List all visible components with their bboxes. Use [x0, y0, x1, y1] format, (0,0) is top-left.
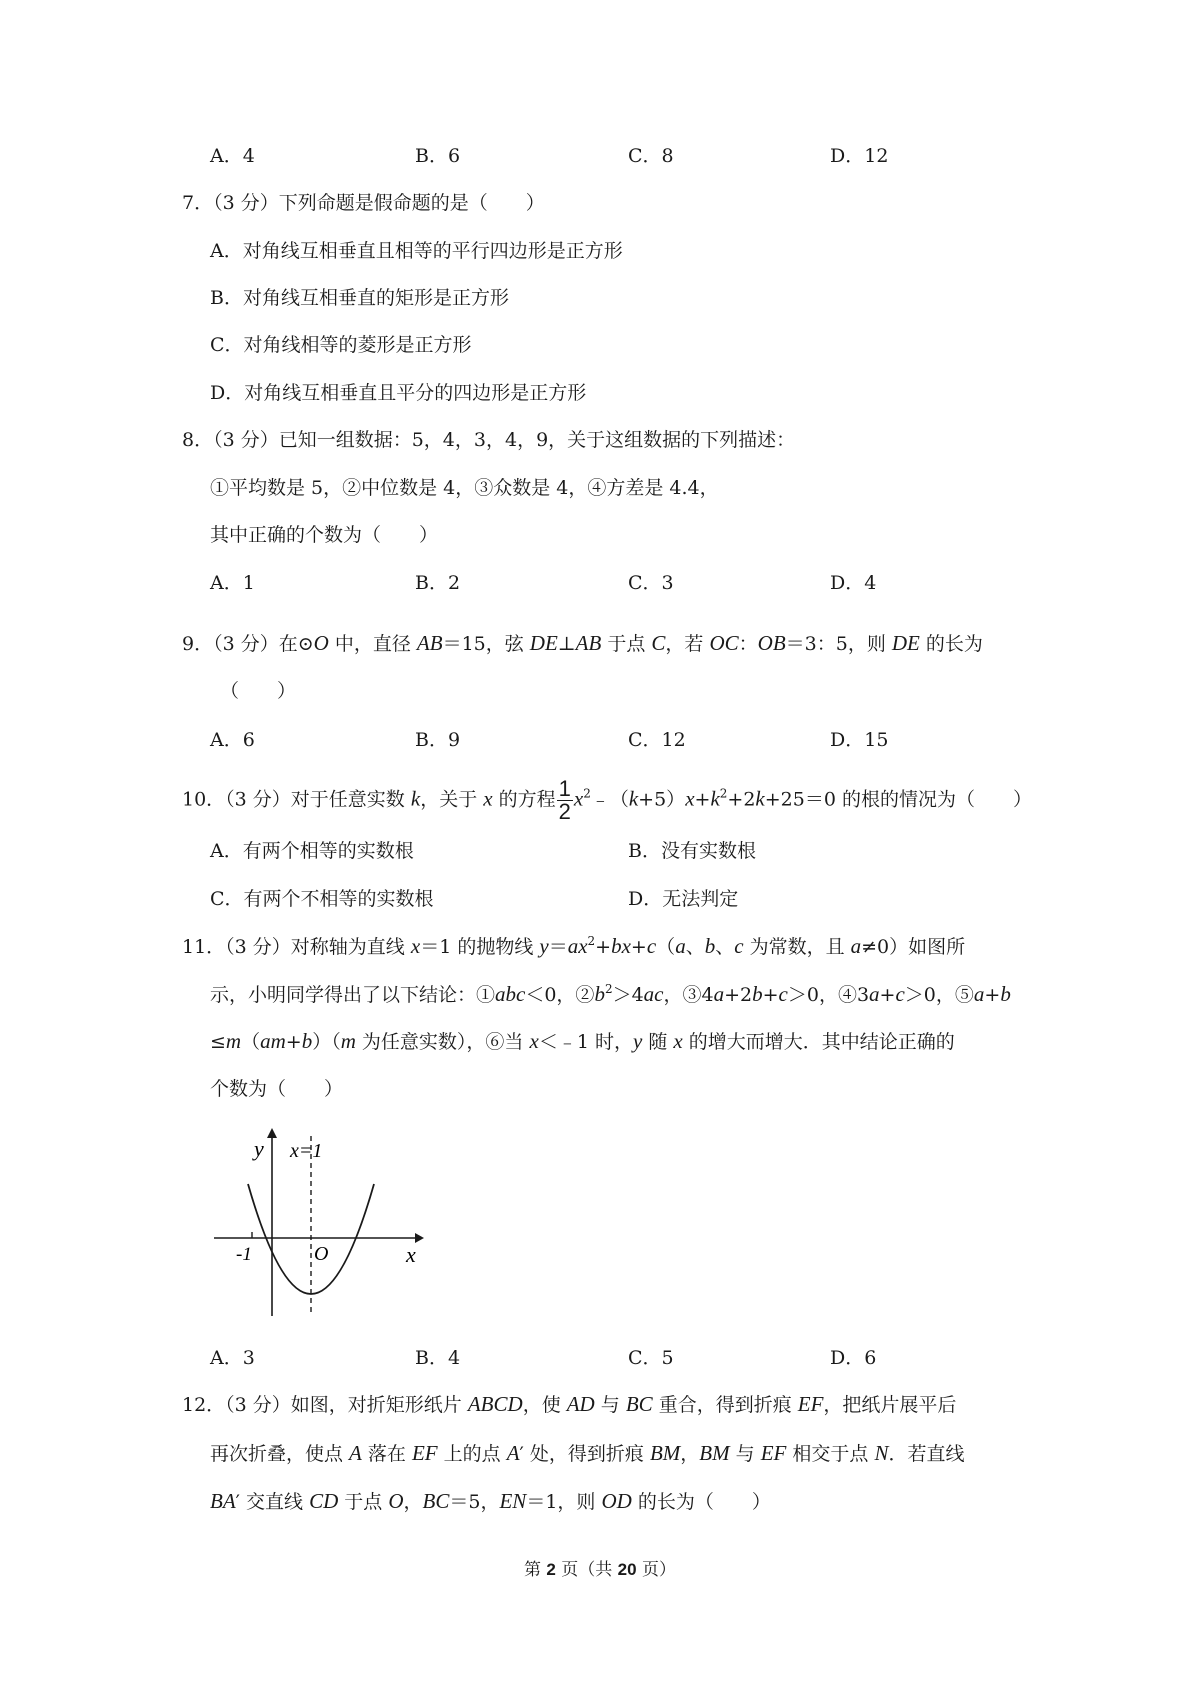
y-axis-label: y: [254, 1136, 264, 1161]
footer-page-number: 2: [546, 1560, 556, 1579]
footer-suffix: 页）: [636, 1560, 676, 1580]
q7-option-d: D．对角线互相垂直且平分的四边形是正方形: [210, 382, 587, 404]
q9-option-c: C．12: [628, 729, 686, 751]
q11-parabola-graph: [210, 1120, 425, 1320]
footer-middle: 页（共: [555, 1560, 618, 1580]
q10-option-b: B．没有实数根: [628, 840, 756, 862]
q10-stem: 10．（3 分）对于任意实数 k，关于 x 的方程 $\frac{1}{2}$ $x^2﹣(k+5)x+k^2+2k+25=0$ 的根的情况为（ ）: [182, 776, 1032, 824]
q9-option-b: B．9: [415, 729, 461, 751]
q11-option-a: A．3: [210, 1347, 255, 1369]
q11-stem-line3: ≤m（am+b）（m 为任意实数），⑥当 x＜﹣1 时，y 随 x 的增大而增大．其中结论正确的: [210, 1029, 955, 1053]
q10-option-d: D．无法判定: [628, 888, 739, 910]
q11-stem-line1: 11．（3 分）对称轴为直线 x＝1 的抛物线 $y=ax^2+bx+c(a$、b、c 为常数，且 a≠0）如图所: [182, 934, 966, 958]
page-footer: [0, 1558, 1200, 1582]
footer-total-pages: 20: [617, 1560, 637, 1579]
q11-stem-line4: 个数为（ ）: [210, 1078, 344, 1100]
q8-option-a: A．1: [210, 572, 255, 594]
q9-option-d: D．15: [830, 729, 889, 751]
x-axis-arrow: [415, 1233, 424, 1243]
q12-stem-line3: BA′ 交直线 CD 于点 O，BC＝5，EN＝1，则 OD 的长为（ ）: [210, 1489, 771, 1513]
q8-option-d: D．4: [830, 572, 877, 594]
q8-option-c: C．3: [628, 572, 674, 594]
q7-option-c: C．对角线相等的菱形是正方形: [210, 334, 472, 356]
q8-option-b: B．2: [415, 572, 461, 594]
q11-option-c: C．5: [628, 1347, 674, 1369]
q6-option-b: B．6: [415, 145, 461, 167]
q6-option-d: D．12: [830, 145, 889, 167]
one-half-fraction: $\frac{1}{2}$: [558, 776, 571, 824]
q11-option-d: D．6: [830, 1347, 877, 1369]
footer-prefix: 第: [523, 1560, 547, 1580]
symmetry-axis-label: x=1: [290, 1140, 323, 1162]
q12-stem-line1: 12．（3 分）如图，对折矩形纸片 ABCD，使 AD 与 BC 重合，得到折痕 EF，把纸片展平后: [182, 1392, 957, 1416]
q8-statements: ①平均数是 5，②中位数是 4，③众数是 4，④方差是 4.4，: [210, 477, 719, 499]
q9-option-a: A．6: [210, 729, 255, 751]
q10-option-a: A．有两个相等的实数根: [210, 840, 414, 862]
q9-blank: （ ）: [220, 680, 297, 702]
x-axis-label: x: [406, 1242, 416, 1267]
q8-stem: 8．（3 分）已知一组数据：5，4，3，4，9，关于这组数据的下列描述：: [182, 429, 796, 451]
origin-label: O: [314, 1243, 329, 1265]
q11-stem-line2: 示，小明同学得出了以下结论：①abc＜0，$②b^2>4ac$，③4a+2b+c＞0，④3a+c＞0，⑤a+b: [210, 982, 1011, 1006]
neg-one-label: -1: [236, 1244, 252, 1265]
q6-option-a: A．4: [210, 145, 255, 167]
y-axis-arrow: [267, 1128, 277, 1138]
q8-question: 其中正确的个数为（ ）: [210, 524, 439, 546]
q7-stem: 7．（3 分）下列命题是假命题的是（ ）: [182, 192, 545, 214]
q12-stem-line2: 再次折叠，使点 A 落在 EF 上的点 A′ 处，得到折痕 BM，BM 与 EF 相交于点 N．若直线: [210, 1441, 965, 1465]
q7-option-b: B．对角线互相垂直的矩形是正方形: [210, 287, 509, 309]
q11-option-b: B．4: [415, 1347, 461, 1369]
q10-option-c: C．有两个不相等的实数根: [210, 888, 434, 910]
q9-stem: 9．（3 分）在⊙O 中，直径 AB＝15，弦 DE⊥AB 于点 C，若 OC：OB＝3：5，则 DE 的长为: [182, 631, 983, 655]
q7-option-a: A．对角线互相垂直且相等的平行四边形是正方形: [210, 240, 623, 262]
q6-option-c: C．8: [628, 145, 674, 167]
